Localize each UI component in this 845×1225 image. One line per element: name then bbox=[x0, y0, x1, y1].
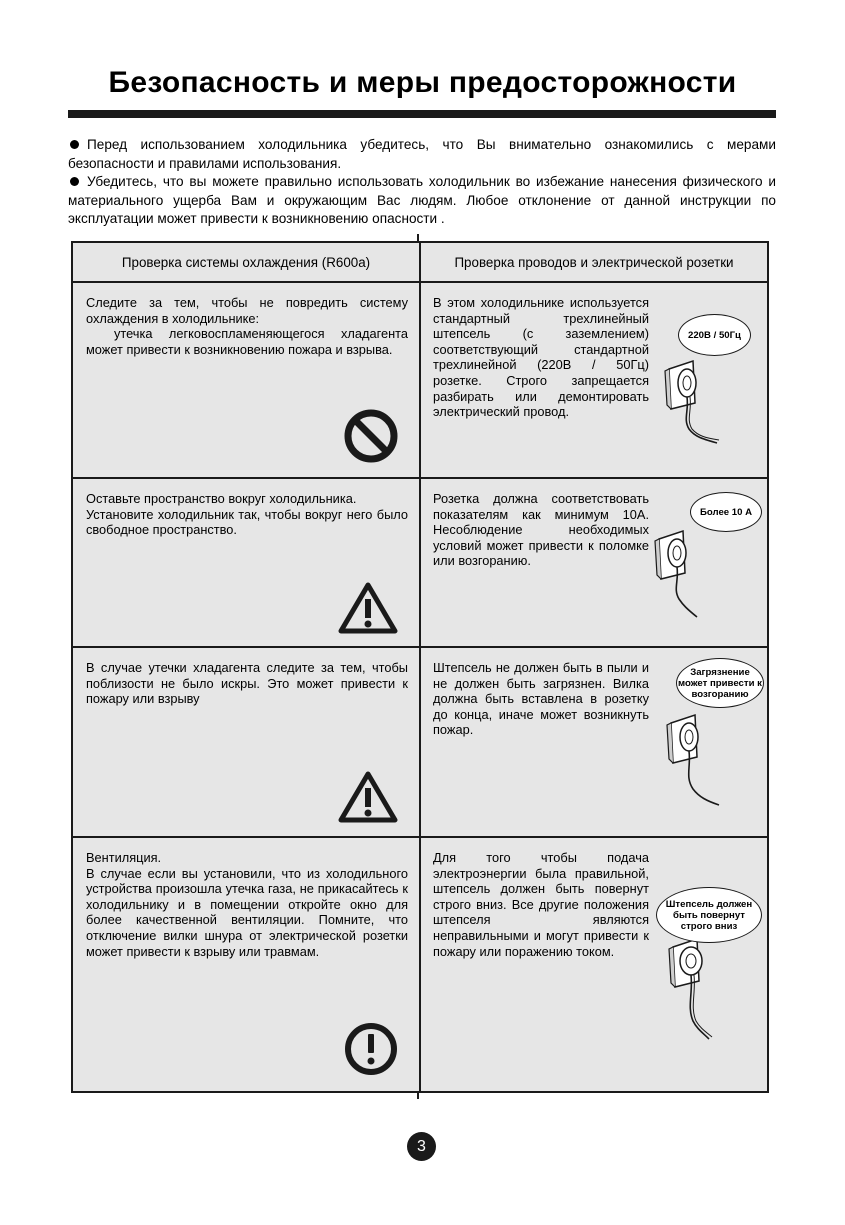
plug-socket-icon bbox=[661, 705, 731, 815]
voltage-bubble: 220В / 50Гц bbox=[678, 314, 751, 356]
row4-right-text: Для того чтобы подача электроэнергии была правильной, штепсель должен быть повернут строго вниз. Все другие положения штепселя являются неправильными и могут привести к пожару или поражению током. bbox=[433, 850, 649, 959]
row-divider bbox=[73, 646, 767, 648]
intro-bullet-2: Убедитесь, что вы можете правильно использовать холодильник во избежание нанесения физического и материального ущерба Вам и окружающим Вас людям. Любое отклонение от данной инструкции по эксплуатации может привести к возникновению опасности . bbox=[68, 174, 776, 226]
plug-socket-icon bbox=[649, 521, 719, 621]
plug-socket-icon bbox=[663, 929, 733, 1044]
current-bubble: Более 10 А bbox=[690, 492, 762, 532]
page-number: 3 bbox=[407, 1132, 436, 1161]
warning-triangle-icon bbox=[337, 770, 399, 824]
row-divider bbox=[73, 836, 767, 838]
row-divider bbox=[73, 281, 767, 283]
row1-right-text: В этом холодильнике используется стандартный трехлинейный штепсель (с заземлением) соответствующий стандартной трехлинейной (220В / 50Гц) розетке. Строго запрещается разбирать или демонтировать электрический провод. bbox=[433, 295, 649, 420]
column-divider bbox=[419, 243, 421, 1091]
orientation-bubble: Штепсель должен быть повернут строго вниз bbox=[656, 887, 762, 943]
exclamation-circle-icon bbox=[343, 1021, 399, 1077]
row3-right-text: Штепсель не должен быть в пыли и не должен быть загрязнен. Вилка должна быть вставлена в розетку до конца, иначе может возникнуть пожар. bbox=[433, 660, 649, 738]
bullet-icon bbox=[70, 177, 79, 186]
row1-left-text: Следите за тем, чтобы не повредить систему охлаждения в холодильнике: утечка легковоспламеняющегося хладагента может привести к возникновению пожара и взрыва. bbox=[86, 295, 408, 357]
title-underline bbox=[68, 110, 776, 118]
row3-left-text: В случае утечки хладагента следите за тем, чтобы поблизости не было искры. Это может привести к пожару или взрыву bbox=[86, 660, 408, 707]
plug-socket-icon bbox=[659, 351, 729, 451]
intro-bullet-1: Перед использованием холодильника убедитесь, что Вы внимательно ознакомились с мерами безопасности и правилами использования. bbox=[68, 137, 776, 171]
bullet-icon bbox=[70, 140, 79, 149]
intro-text bbox=[68, 136, 776, 229]
row-divider bbox=[73, 477, 767, 479]
prohibited-icon bbox=[342, 407, 400, 465]
safety-table bbox=[71, 241, 769, 1093]
row2-right-text: Розетка должна соответствовать показателям как минимум 10А. Несоблюдение необходимых условий может привести к поломке или возгоранию. bbox=[433, 491, 649, 569]
page-title: Безопасность и меры предосторожности bbox=[108, 66, 737, 99]
header-left: Проверка системы охлаждения (R600a) bbox=[121, 254, 371, 270]
row4-left-text: Вентиляция. В случае если вы установили, что из холодильного устройства произошла утечка газа, не прикасайтесь к холодильнику и в помещении откройте окно для более качественной вентиляции. Помните, что отключение вилки шнура от электрической розетки может привести к взрыву или травмам. bbox=[86, 850, 408, 959]
row2-left-text: Оставьте пространство вокруг холодильника. Установите холодильник так, чтобы вокруг него было свободное пространство. bbox=[86, 491, 408, 538]
header-right: Проверка проводов и электрической розетки bbox=[454, 254, 734, 270]
dirt-bubble: Загрязнение может привести к возгоранию bbox=[676, 658, 764, 708]
warning-triangle-icon bbox=[337, 581, 399, 635]
